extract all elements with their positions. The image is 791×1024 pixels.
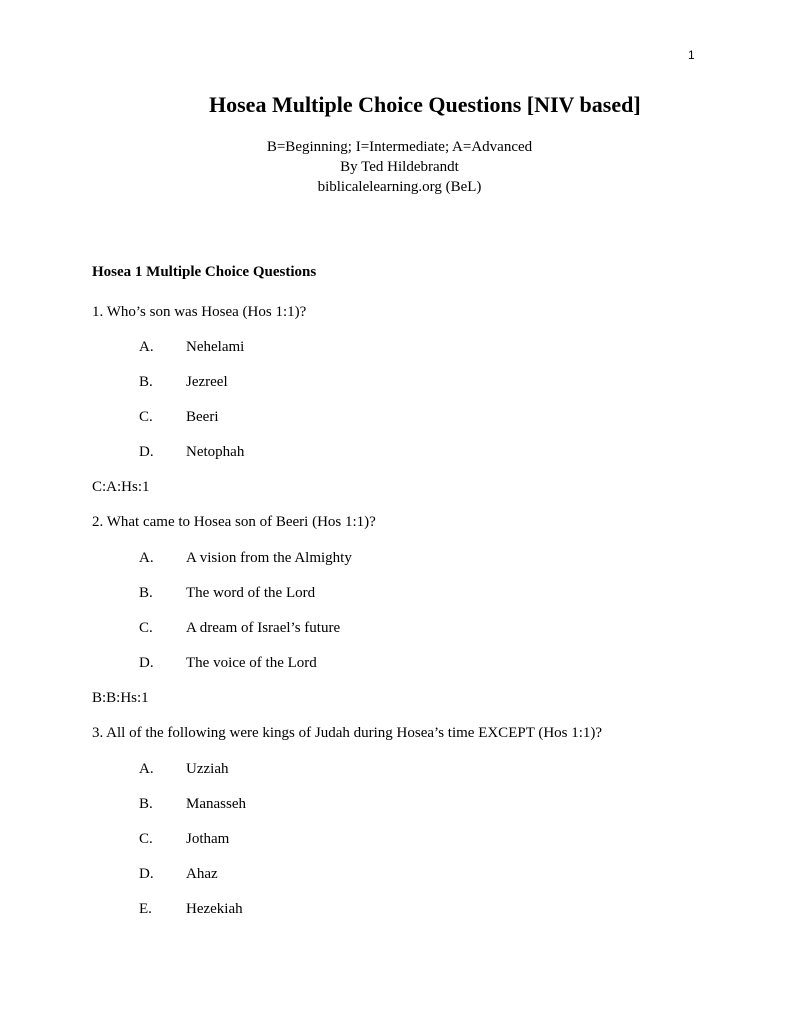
section-heading: Hosea 1 Multiple Choice Questions — [92, 264, 317, 280]
option-text: The voice of the Lord — [186, 655, 317, 671]
option-letter: B. — [139, 374, 153, 390]
option-letter: B. — [139, 585, 153, 601]
option-text: The word of the Lord — [186, 585, 316, 601]
option-letter: C. — [139, 409, 153, 425]
option-text: Nehelami — [186, 339, 245, 355]
option-text: Netophah — [186, 444, 245, 460]
option-text: Jotham — [186, 831, 230, 847]
option-text: Jezreel — [186, 374, 228, 390]
option-text: Hezekiah — [186, 901, 243, 917]
option-text: A vision from the Almighty — [186, 550, 352, 566]
option-letter: A. — [139, 761, 154, 777]
question-2-answer-key: B:B:Hs:1 — [92, 690, 149, 706]
option-letter: D. — [139, 655, 154, 671]
website-line: biblicalelearning.org (BeL) — [317, 179, 482, 195]
page-number: 1 — [688, 48, 695, 62]
question-2-text: 2. What came to Hosea son of Beeri (Hos 1:1)? — [92, 514, 376, 530]
option-letter: D. — [139, 866, 154, 882]
option-letter: C. — [139, 831, 153, 847]
option-letter: A. — [139, 339, 154, 355]
document-title: Hosea Multiple Choice Questions [NIV based] — [209, 92, 641, 117]
question-1-text: 1. Who’s son was Hosea (Hos 1:1)? — [92, 304, 307, 320]
option-text: A dream of Israel’s future — [186, 620, 341, 636]
option-letter: A. — [139, 550, 154, 566]
option-letter: E. — [139, 901, 152, 917]
author-line: By Ted Hildebrandt — [340, 159, 459, 175]
option-letter: B. — [139, 796, 153, 812]
question-3-text: 3. All of the following were kings of Judah during Hosea’s time EXCEPT (Hos 1:1)? — [92, 725, 603, 741]
option-text: Ahaz — [186, 866, 218, 882]
difficulty-legend: B=Beginning; I=Intermediate; A=Advanced — [266, 139, 533, 155]
option-text: Manasseh — [186, 796, 246, 812]
question-1-answer-key: C:A:Hs:1 — [92, 479, 150, 495]
option-text: Uzziah — [186, 761, 229, 777]
option-letter: C. — [139, 620, 153, 636]
option-letter: D. — [139, 444, 154, 460]
option-text: Beeri — [186, 409, 219, 425]
